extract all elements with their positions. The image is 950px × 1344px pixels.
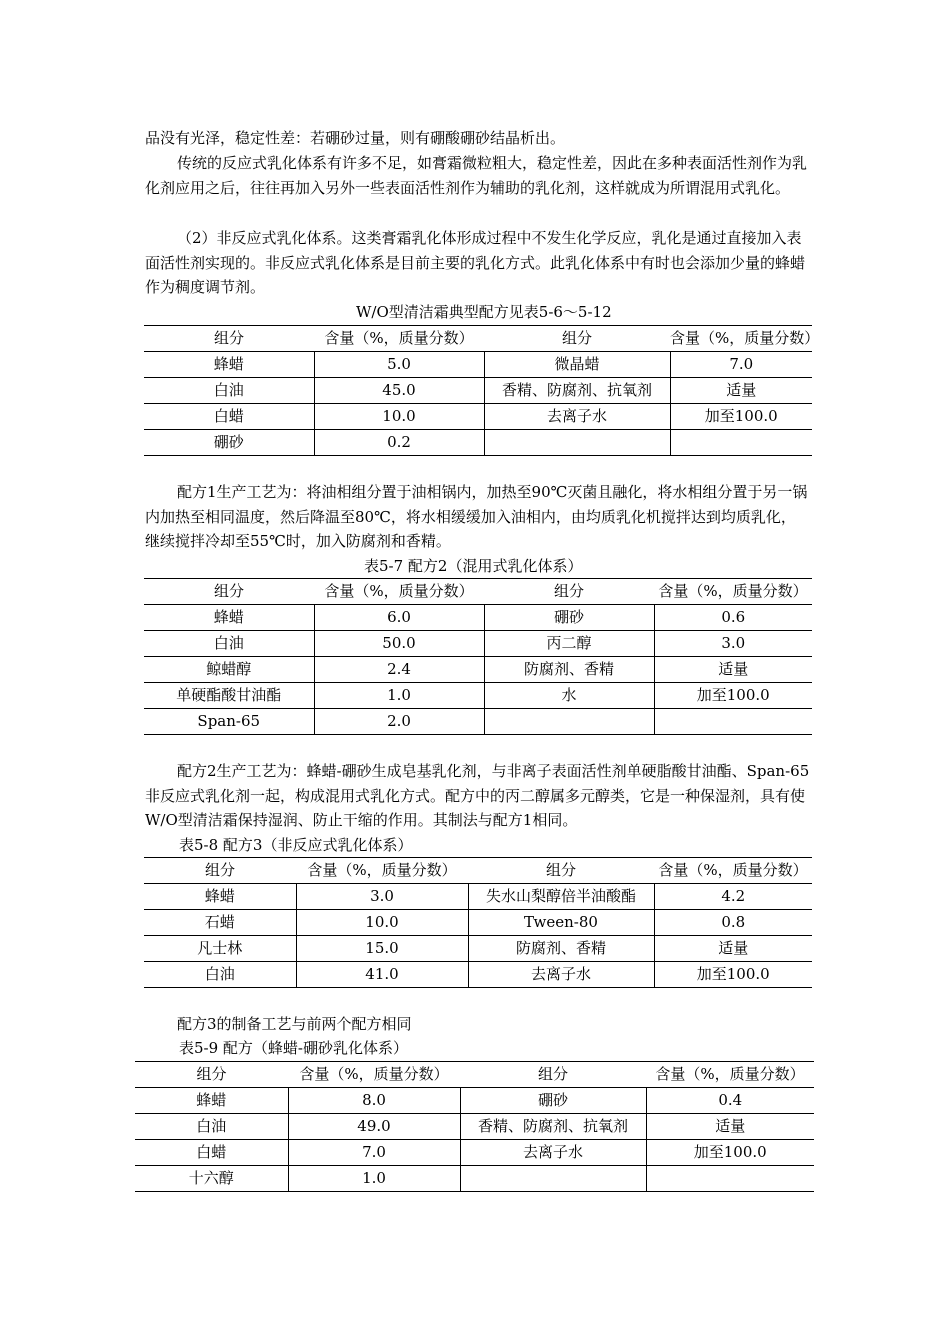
table-row — [135, 1114, 814, 1140]
formula-table-1 — [144, 325, 820, 456]
table-row — [144, 709, 812, 735]
amount-cell: 6.0 — [314, 605, 484, 631]
ingredient-cell: 鲸蜡醇 — [144, 657, 314, 683]
amount-cell: 7.0 — [288, 1140, 460, 1166]
paragraph-3: （2）非反应式乳化体系。这类膏霜乳化体形成过程中不发生化学反应，乳化是通过直接加入表面活性剂实现的。非反应式乳化体系是目前主要的乳化方式。此乳化体系中有时也会添加少量的蜂蜡作为稠度调节剂。 — [145, 229, 806, 296]
paragraph-4: 配方1生产工艺为：将油相组分置于油相锅内，加热至90℃灭菌且融化，将水相组分置于另一锅内加热至相同温度，然后降温至80℃，将水相缓缓加入油相内，由均质乳化机搅拌达到均质乳化，继续搅拌冷却至55℃时，加入防腐剂和香精。 — [145, 483, 808, 550]
ingredient-cell — [484, 709, 654, 735]
amount-cell: 15.0 — [296, 936, 468, 962]
table-header-row — [144, 858, 812, 884]
table-row — [144, 657, 812, 683]
header-component: 组分 — [484, 326, 670, 352]
table-row — [144, 404, 812, 430]
ingredient-cell: 防腐剂、香精 — [484, 657, 654, 683]
amount-cell — [646, 1166, 814, 1192]
ingredient-cell: 去离子水 — [468, 962, 654, 988]
ingredient-cell: 凡士林 — [144, 936, 296, 962]
header-content: 含量（%，质量分数） — [296, 858, 468, 884]
ingredient-cell: 硼砂 — [144, 430, 314, 456]
paragraph-1: 品没有光泽，稳定性差：若硼砂过量，则有硼酸硼砂结晶析出。 — [145, 129, 566, 147]
formula-table-4 — [135, 1061, 814, 1192]
header-component: 组分 — [144, 579, 314, 605]
ingredient-cell: Span-65 — [144, 709, 314, 735]
amount-cell: 2.0 — [314, 709, 484, 735]
header-content: 含量（%，质量分数） — [654, 579, 812, 605]
table-row — [144, 962, 812, 988]
header-component: 组分 — [468, 858, 654, 884]
header-content: 含量（%，质量分数） — [314, 326, 484, 352]
ingredient-cell: 十六醇 — [135, 1166, 288, 1192]
ingredient-cell: 防腐剂、香精 — [468, 936, 654, 962]
ingredient-cell: 水 — [484, 683, 654, 709]
amount-cell: 0.4 — [646, 1088, 814, 1114]
ingredient-cell: 白油 — [135, 1114, 288, 1140]
ingredient-cell: 白油 — [144, 378, 314, 404]
amount-cell: 45.0 — [314, 378, 484, 404]
amount-cell: 适量 — [646, 1114, 814, 1140]
amount-cell: 加至100.0 — [670, 404, 812, 430]
table-3-caption: 表5-8 配方3（非反应式乳化体系） — [179, 836, 413, 854]
table-row — [144, 631, 812, 657]
ingredient-cell: 白油 — [144, 631, 314, 657]
ingredient-cell — [460, 1166, 646, 1192]
table-4-caption: 表5-9 配方（蜂蜡-硼砂乳化体系） — [179, 1039, 408, 1057]
ingredient-cell: 去离子水 — [484, 404, 670, 430]
ingredient-cell: 蜂蜡 — [135, 1088, 288, 1114]
amount-cell: 加至100.0 — [654, 683, 812, 709]
amount-cell: 0.6 — [654, 605, 812, 631]
amount-cell: 49.0 — [288, 1114, 460, 1140]
ingredient-cell: 微晶蜡 — [484, 352, 670, 378]
amount-cell: 加至100.0 — [654, 962, 812, 988]
ingredient-cell: 失水山梨醇倍半油酸酯 — [468, 884, 654, 910]
ingredient-cell: 蜂蜡 — [144, 884, 296, 910]
amount-cell: 0.2 — [314, 430, 484, 456]
amount-cell: 1.0 — [314, 683, 484, 709]
table-row — [144, 910, 812, 936]
amount-cell: 1.0 — [288, 1166, 460, 1192]
table-header-row — [135, 1062, 814, 1088]
table-row — [144, 605, 812, 631]
ingredient-cell: 硼砂 — [460, 1088, 646, 1114]
table-row — [135, 1088, 814, 1114]
ingredient-cell: 硼砂 — [484, 605, 654, 631]
ingredient-cell: 丙二醇 — [484, 631, 654, 657]
table-row — [135, 1166, 814, 1192]
header-content: 含量（%，质量分数） — [646, 1062, 814, 1088]
amount-cell — [654, 709, 812, 735]
ingredient-cell — [484, 430, 670, 456]
header-content: 含量（%，质量分数） — [670, 326, 812, 352]
ingredient-cell: 香精、防腐剂、抗氧剂 — [484, 378, 670, 404]
amount-cell: 2.4 — [314, 657, 484, 683]
amount-cell: 3.0 — [296, 884, 468, 910]
header-component: 组分 — [484, 579, 654, 605]
header-component: 组分 — [135, 1062, 288, 1088]
amount-cell: 10.0 — [296, 910, 468, 936]
ingredient-cell: 去离子水 — [460, 1140, 646, 1166]
ingredient-cell: 石蜡 — [144, 910, 296, 936]
amount-cell: 适量 — [670, 378, 812, 404]
header-component: 组分 — [144, 326, 314, 352]
amount-cell: 8.0 — [288, 1088, 460, 1114]
ingredient-cell: 香精、防腐剂、抗氧剂 — [460, 1114, 646, 1140]
amount-cell: 7.0 — [670, 352, 812, 378]
amount-cell — [670, 430, 812, 456]
table-row — [144, 936, 812, 962]
table-row — [135, 1140, 814, 1166]
ingredient-cell: 白油 — [144, 962, 296, 988]
amount-cell: 4.2 — [654, 884, 812, 910]
paragraph-6: 配方3的制备工艺与前两个配方相同 — [177, 1015, 412, 1033]
amount-cell: 10.0 — [314, 404, 484, 430]
table-row — [144, 352, 812, 378]
amount-cell: 适量 — [654, 936, 812, 962]
amount-cell: 3.0 — [654, 631, 812, 657]
header-content: 含量（%，质量分数） — [314, 579, 484, 605]
ingredient-cell: 白蜡 — [144, 404, 314, 430]
ingredient-cell: Tween-80 — [468, 910, 654, 936]
ingredient-cell: 蜂蜡 — [144, 605, 314, 631]
ingredient-cell: 单硬酯酸甘油酯 — [144, 683, 314, 709]
paragraph-5: 配方2生产工艺为：蜂蜡-硼砂生成皂基乳化剂，与非离子表面活性剂单硬脂酸甘油酯、Span-65非反应式乳化剂一起，构成混用式乳化方式。配方中的丙二醇属多元醇类，它是一种保湿剂，具有使W/O型清洁霜保持湿润、防止干缩的作用。其制法与配方1相同。 — [145, 762, 810, 829]
table-header-row — [144, 579, 812, 605]
amount-cell: 0.8 — [654, 910, 812, 936]
paragraph-2: 传统的反应式乳化体系有许多不足，如膏霜微粒粗大，稳定性差，因此在多种表面活性剂作为乳化剂应用之后，往往再加入另外一些表面活性剂作为辅助的乳化剂，这样就成为所谓混用式乳化。 — [145, 154, 808, 197]
table-header-row — [144, 326, 812, 352]
amount-cell: 41.0 — [296, 962, 468, 988]
table-2-caption: 表5-7 配方2（混用式乳化体系） — [364, 557, 583, 575]
table-row — [144, 884, 812, 910]
header-content: 含量（%，质量分数） — [654, 858, 812, 884]
table-row — [144, 683, 812, 709]
table-row — [144, 378, 812, 404]
amount-cell: 加至100.0 — [646, 1140, 814, 1166]
table-1-caption: W/O型清洁霜典型配方见表5-6～5-12 — [356, 303, 612, 321]
header-content: 含量（%，质量分数） — [288, 1062, 460, 1088]
amount-cell: 5.0 — [314, 352, 484, 378]
formula-table-3 — [144, 857, 812, 988]
header-component: 组分 — [460, 1062, 646, 1088]
header-component: 组分 — [144, 858, 296, 884]
amount-cell: 适量 — [654, 657, 812, 683]
ingredient-cell: 蜂蜡 — [144, 352, 314, 378]
formula-table-2 — [144, 578, 812, 735]
table-row — [144, 430, 812, 456]
ingredient-cell: 白蜡 — [135, 1140, 288, 1166]
amount-cell: 50.0 — [314, 631, 484, 657]
